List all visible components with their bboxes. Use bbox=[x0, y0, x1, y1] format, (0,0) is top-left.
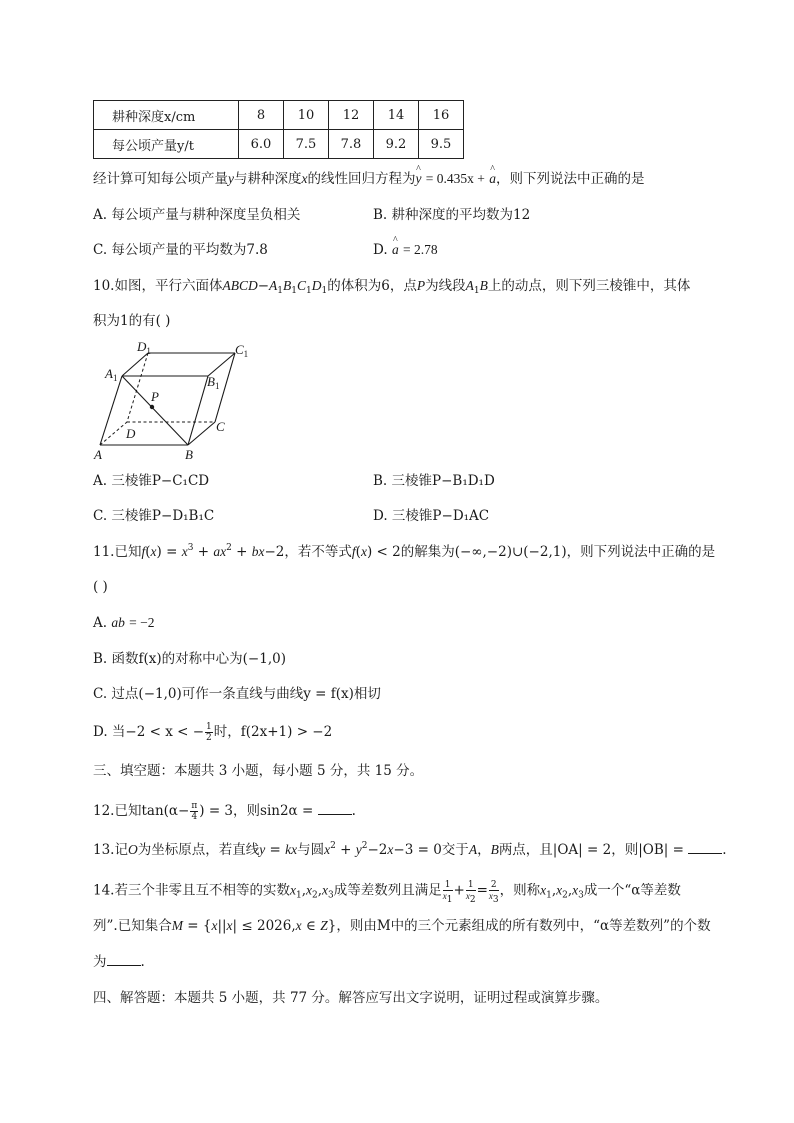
q13-answer-blank[interactable] bbox=[688, 841, 722, 854]
table-cell: 7.8 bbox=[329, 130, 374, 159]
table-header-yield: 每公顷产量y/t bbox=[94, 130, 239, 159]
q11-option-c: C. 过点(−1,0)可作一条直线与曲线y = f(x)相切 bbox=[93, 686, 381, 702]
label-C: C bbox=[216, 419, 225, 434]
data-table bbox=[93, 100, 464, 159]
section-3-heading: 三、填空题：本题共 3 小题，每小题 5 分，共 15 分。 bbox=[93, 763, 424, 779]
q9-stem: 经计算可知每公顷产量y与耕种深度x的线性回归方程为^ y = 0.435x + ^ a，则下列说法中正确的是 bbox=[93, 169, 644, 189]
q14-line1: 14.若三个非零且互不相等的实数$x_1,x_2,x_3$成等差数列且满足 $\frac{1}{x_1}$ + $\frac{1}{x_2}$ = $\frac{2}{x_3}$ ，则称$x_1,x_2,x_3$成一个“α等差数 bbox=[93, 880, 681, 905]
table-header-depth: 耕种深度x/cm bbox=[94, 101, 239, 130]
q10-stem-line2: 积为1的有( ) bbox=[93, 313, 171, 329]
q12-text: 12.已知tan(α− $\frac{\pi}{4}$ ) = 3，则sin2α = . bbox=[93, 801, 356, 822]
table-row bbox=[94, 130, 464, 159]
table-cell: 10 bbox=[284, 101, 329, 130]
label-A1: $A_1$ bbox=[105, 366, 118, 383]
table-cell: 9.5 bbox=[419, 130, 464, 159]
q11-option-a: A. ab = −2 bbox=[93, 615, 155, 631]
label-P: P bbox=[151, 389, 159, 404]
label-A: A bbox=[94, 447, 102, 462]
q11-stem-line2: ( ) bbox=[93, 579, 108, 595]
q10-option-c: C. 三棱锥P−D₁B₁C bbox=[93, 508, 215, 524]
q14-answer-blank[interactable] bbox=[107, 953, 141, 966]
table-cell: 14 bbox=[374, 101, 419, 130]
label-D: D bbox=[126, 426, 136, 441]
q10-option-b: B. 三棱锥P−B₁D₁D bbox=[373, 473, 495, 489]
table-cell: 7.5 bbox=[284, 130, 329, 159]
label-D1: $D_1$ bbox=[137, 339, 151, 356]
q11-option-d: D. 当−2 < x < − $\frac{1}{2}$ 时，f(2x+1) > −2 bbox=[93, 722, 333, 743]
table-cell: 9.2 bbox=[374, 130, 419, 159]
q14-line2: 列”.已知集合M = {x||x| ≤ 2026,x ∈ Z}，则由M中的三个元素组成的所有数列中，“α等差数列”的个数 bbox=[93, 918, 711, 934]
q9-option-d: D. ^ a = 2.78 bbox=[373, 240, 438, 260]
q10-option-a: A. 三棱锥P−C₁CD bbox=[93, 473, 210, 489]
label-B: B bbox=[185, 447, 193, 462]
table-cell: 6.0 bbox=[239, 130, 284, 159]
table-cell: 12 bbox=[329, 101, 374, 130]
q9-option-c: C. 每公顷产量的平均数为7.8 bbox=[93, 242, 268, 258]
q12-answer-blank[interactable] bbox=[318, 802, 352, 815]
q13-text: 13.记O为坐标原点，若直线y = kx与圆$x^2 + y^2-2x-3 = 0$交于A，B两点，且|OA| = 2，则|OB| = . bbox=[93, 841, 727, 858]
table-row bbox=[94, 101, 464, 130]
q9-option-a: A. 每公顷产量与耕种深度呈负相关 bbox=[93, 207, 301, 223]
label-C1: $C_1$ bbox=[235, 342, 249, 359]
table-cell: 8 bbox=[239, 101, 284, 130]
q11-option-b: B. 函数f(x)的对称中心为(−1,0) bbox=[93, 651, 286, 667]
q9-option-b: B. 耕种深度的平均数为12 bbox=[373, 207, 531, 223]
label-B1: $B_1$ bbox=[207, 374, 220, 391]
q14-line3: 为 . bbox=[93, 954, 145, 970]
q10-stem-line1: 10.如图，平行六面体$ABCD-A_1B_1C_1D_1$的体积为6，点P为线段$A_1B$上的动点，则下列三棱锥中，其体 bbox=[93, 278, 691, 296]
section-4-heading: 四、解答题：本题共 5 小题，共 77 分。解答应写出文字说明，证明过程或演算步骤。 bbox=[93, 990, 609, 1006]
q11-stem-line1: 11.已知$f(x) = x^3 + ax^2 + bx-2$，若不等式f(x) < 2的解集为(−∞,−2)∪(−2,1)，则下列说法中正确的是 bbox=[93, 543, 716, 560]
parallelepiped-figure bbox=[90, 338, 260, 464]
q10-option-d: D. 三棱锥P−D₁AC bbox=[373, 508, 490, 524]
table-cell: 16 bbox=[419, 101, 464, 130]
